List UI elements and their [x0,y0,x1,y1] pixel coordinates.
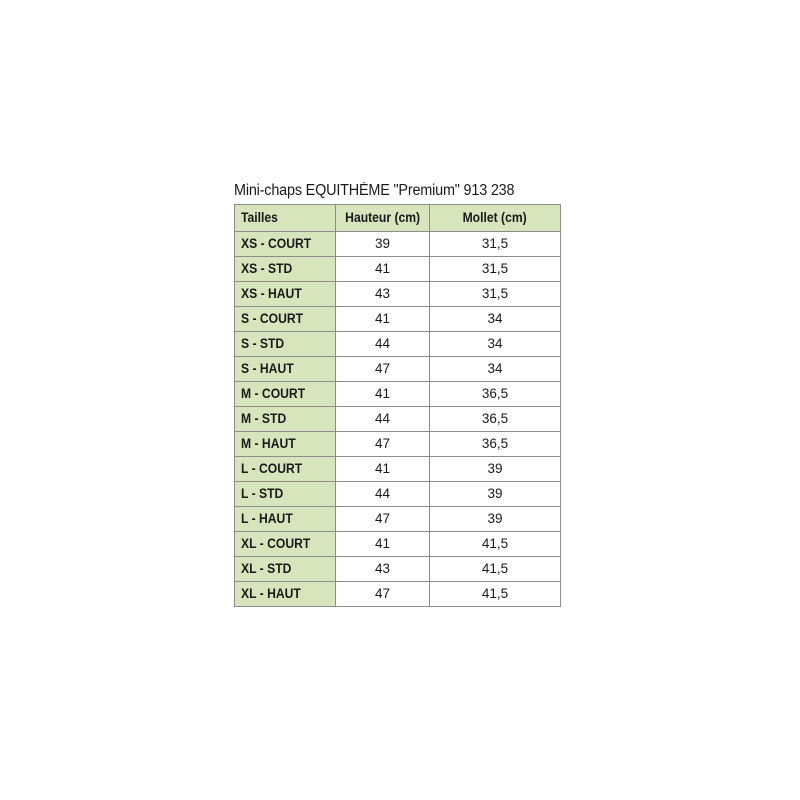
height-cell: 47 [336,357,430,382]
header-calf: Mollet (cm) [430,205,561,232]
size-label-cell: M - HAUT [235,432,336,457]
height-cell: 47 [336,432,430,457]
chart-title: Mini-chaps EQUITHÈME "Premium" 913 238 [234,182,515,199]
calf-cell: 41,5 [430,582,561,607]
calf-cell: 39 [430,457,561,482]
table-row [235,332,561,357]
size-table [234,204,561,607]
table-row [235,357,561,382]
size-label-cell: L - STD [235,482,336,507]
size-label-cell: XS - STD [235,257,336,282]
height-cell: 41 [336,457,430,482]
height-cell: 41 [336,382,430,407]
size-label-cell: XS - COURT [235,232,336,257]
height-cell: 41 [336,257,430,282]
table-row [235,407,561,432]
height-cell: 39 [336,232,430,257]
table-row [235,457,561,482]
calf-cell: 41,5 [430,557,561,582]
table-row [235,307,561,332]
header-sizes: Tailles [235,205,336,232]
size-label-cell: M - COURT [235,382,336,407]
size-label-cell: S - STD [235,332,336,357]
size-label-cell: L - HAUT [235,507,336,532]
table-row [235,257,561,282]
calf-cell: 36,5 [430,407,561,432]
calf-cell: 34 [430,357,561,382]
size-label-cell: XL - COURT [235,532,336,557]
table-row [235,432,561,457]
table-row [235,557,561,582]
calf-cell: 39 [430,482,561,507]
height-cell: 43 [336,557,430,582]
calf-cell: 41,5 [430,532,561,557]
calf-cell: 36,5 [430,382,561,407]
table-row [235,282,561,307]
calf-cell: 39 [430,507,561,532]
size-label-cell: M - STD [235,407,336,432]
calf-cell: 34 [430,307,561,332]
calf-cell: 31,5 [430,282,561,307]
height-cell: 44 [336,407,430,432]
calf-cell: 31,5 [430,257,561,282]
size-label-cell: L - COURT [235,457,336,482]
table-row [235,582,561,607]
table-row [235,482,561,507]
size-label-cell: XS - HAUT [235,282,336,307]
height-cell: 41 [336,307,430,332]
table-row [235,507,561,532]
table-row [235,532,561,557]
calf-cell: 36,5 [430,432,561,457]
calf-cell: 34 [430,332,561,357]
size-label-cell: XL - STD [235,557,336,582]
table-row [235,382,561,407]
table-row [235,232,561,257]
height-cell: 41 [336,532,430,557]
size-label-cell: S - COURT [235,307,336,332]
table-body [235,232,561,607]
height-cell: 47 [336,582,430,607]
size-label-cell: S - HAUT [235,357,336,382]
calf-cell: 31,5 [430,232,561,257]
header-height: Hauteur (cm) [336,205,430,232]
height-cell: 43 [336,282,430,307]
header-row [235,205,561,232]
height-cell: 44 [336,332,430,357]
height-cell: 47 [336,507,430,532]
height-cell: 44 [336,482,430,507]
size-label-cell: XL - HAUT [235,582,336,607]
size-chart [234,178,564,607]
